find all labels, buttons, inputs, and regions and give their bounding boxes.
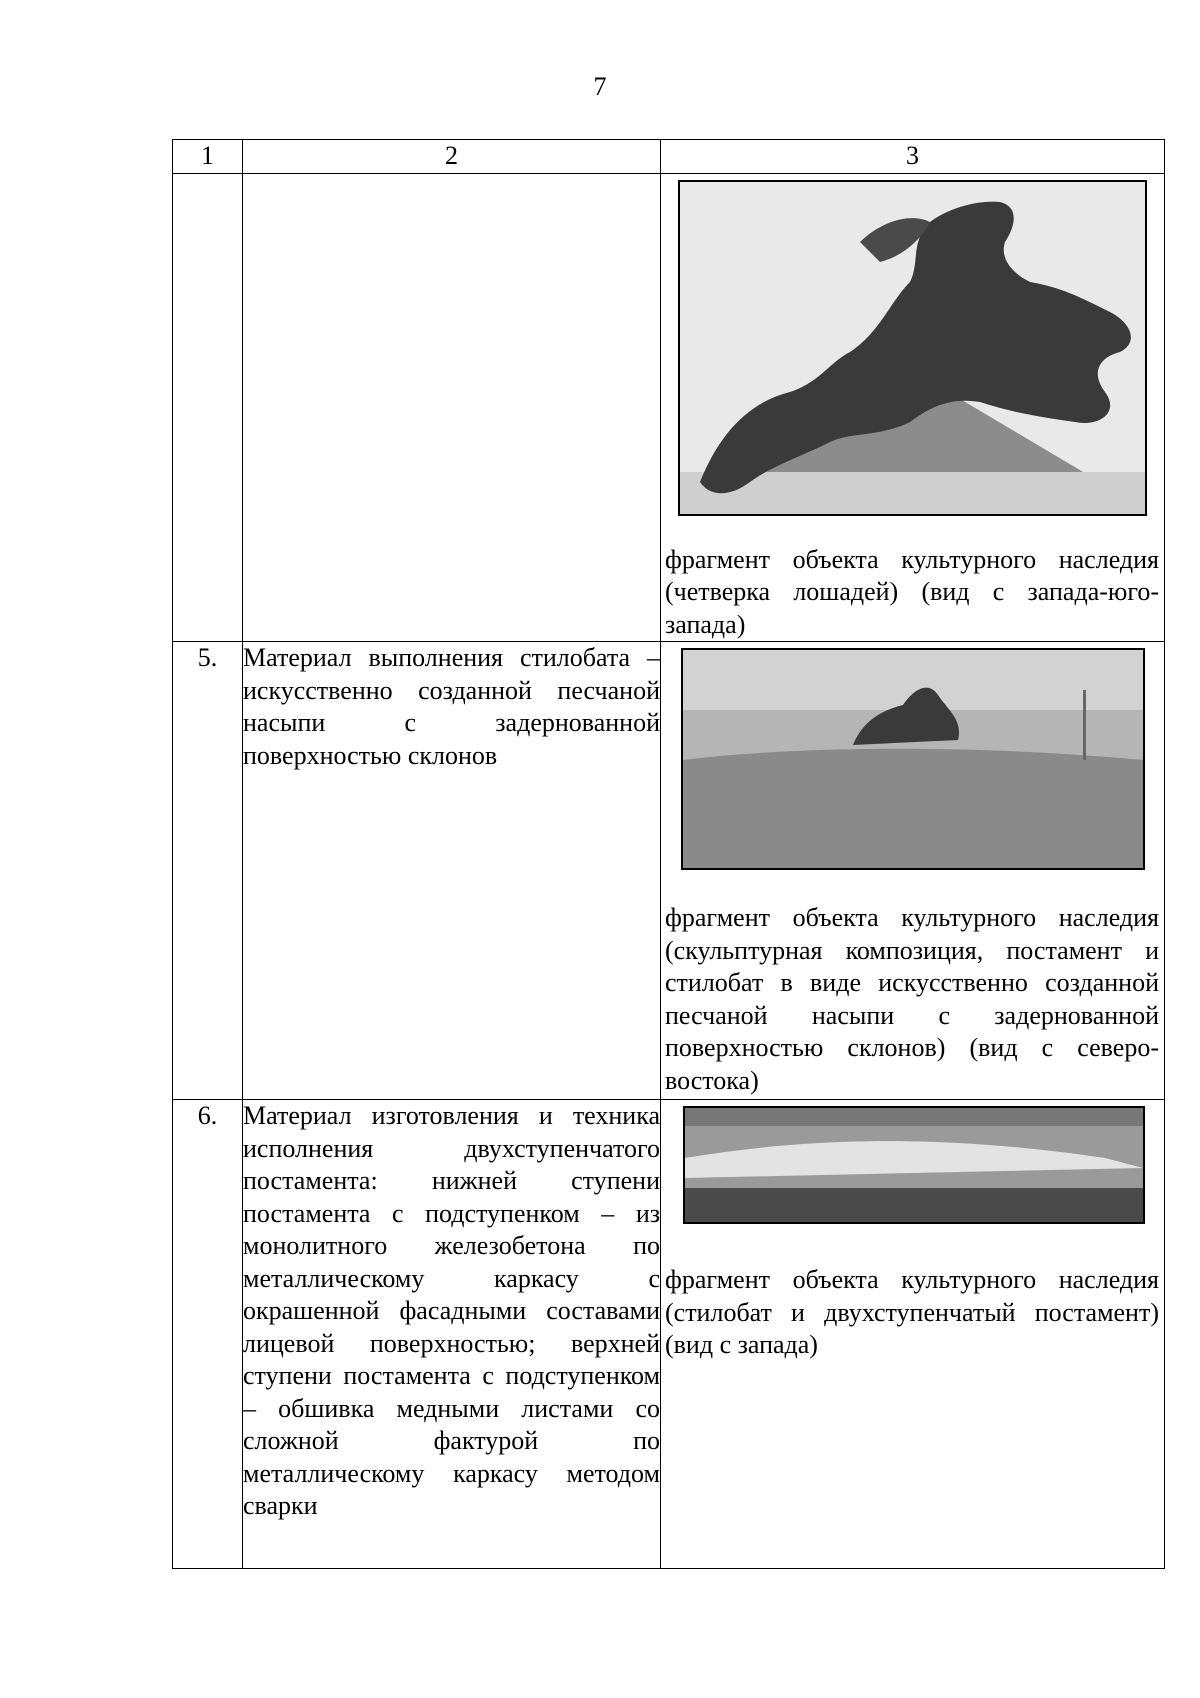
column-header-2: 2 xyxy=(243,140,661,174)
page-number: 7 xyxy=(593,72,607,101)
column-header-3: 3 xyxy=(661,140,1165,174)
row-number: 6. xyxy=(173,1100,243,1569)
column-header-1: 1 xyxy=(173,140,243,174)
row-number xyxy=(173,173,243,642)
row-illustration-cell xyxy=(661,642,1165,1100)
photo-caption: фрагмент объекта культурного наследия (скульптурная композиция, постамент и стилобат в виде искусственно созданной песчаной насыпи с задернованной поверхностью склонов) (вид с северо-востока) xyxy=(665,903,1159,1095)
table-row xyxy=(173,173,1165,642)
row-description: Материал выполнения стилобата – искусственно созданной песчаной насыпи с задернованной поверхностью склонов xyxy=(243,642,661,1100)
row-illustration-cell xyxy=(661,173,1165,642)
row-number: 5. xyxy=(173,642,243,1100)
pedestal-photo xyxy=(683,1106,1145,1224)
horses-sculpture-photo xyxy=(678,180,1147,516)
table-header-row xyxy=(173,140,1165,174)
row-description xyxy=(243,173,661,642)
stylobate-mound-photo xyxy=(681,648,1145,870)
table-row xyxy=(173,1100,1165,1569)
heritage-table xyxy=(172,139,1165,1569)
row-description: Материал изготовления и техника исполнения двухступенчатого постамента: нижней ступени постамента с подступенком – из монолитного железобетона по металлическому каркасу с окрашенной фасадными составами лицевой поверхностью; верхней ступени постамента с подступенком – обшивка медными листами со сложной фактурой по металлическому каркасу методом сварки xyxy=(243,1100,661,1569)
photo-caption: фрагмент объекта культурного наследия (стилобат и двухступенчатый постамент) (вид с запада) xyxy=(665,1265,1159,1359)
row-illustration-cell xyxy=(661,1100,1165,1569)
photo-caption: фрагмент объекта культурного наследия (четверка лошадей) (вид с запада-юго-запада) xyxy=(665,544,1159,639)
table-row xyxy=(173,642,1165,1100)
